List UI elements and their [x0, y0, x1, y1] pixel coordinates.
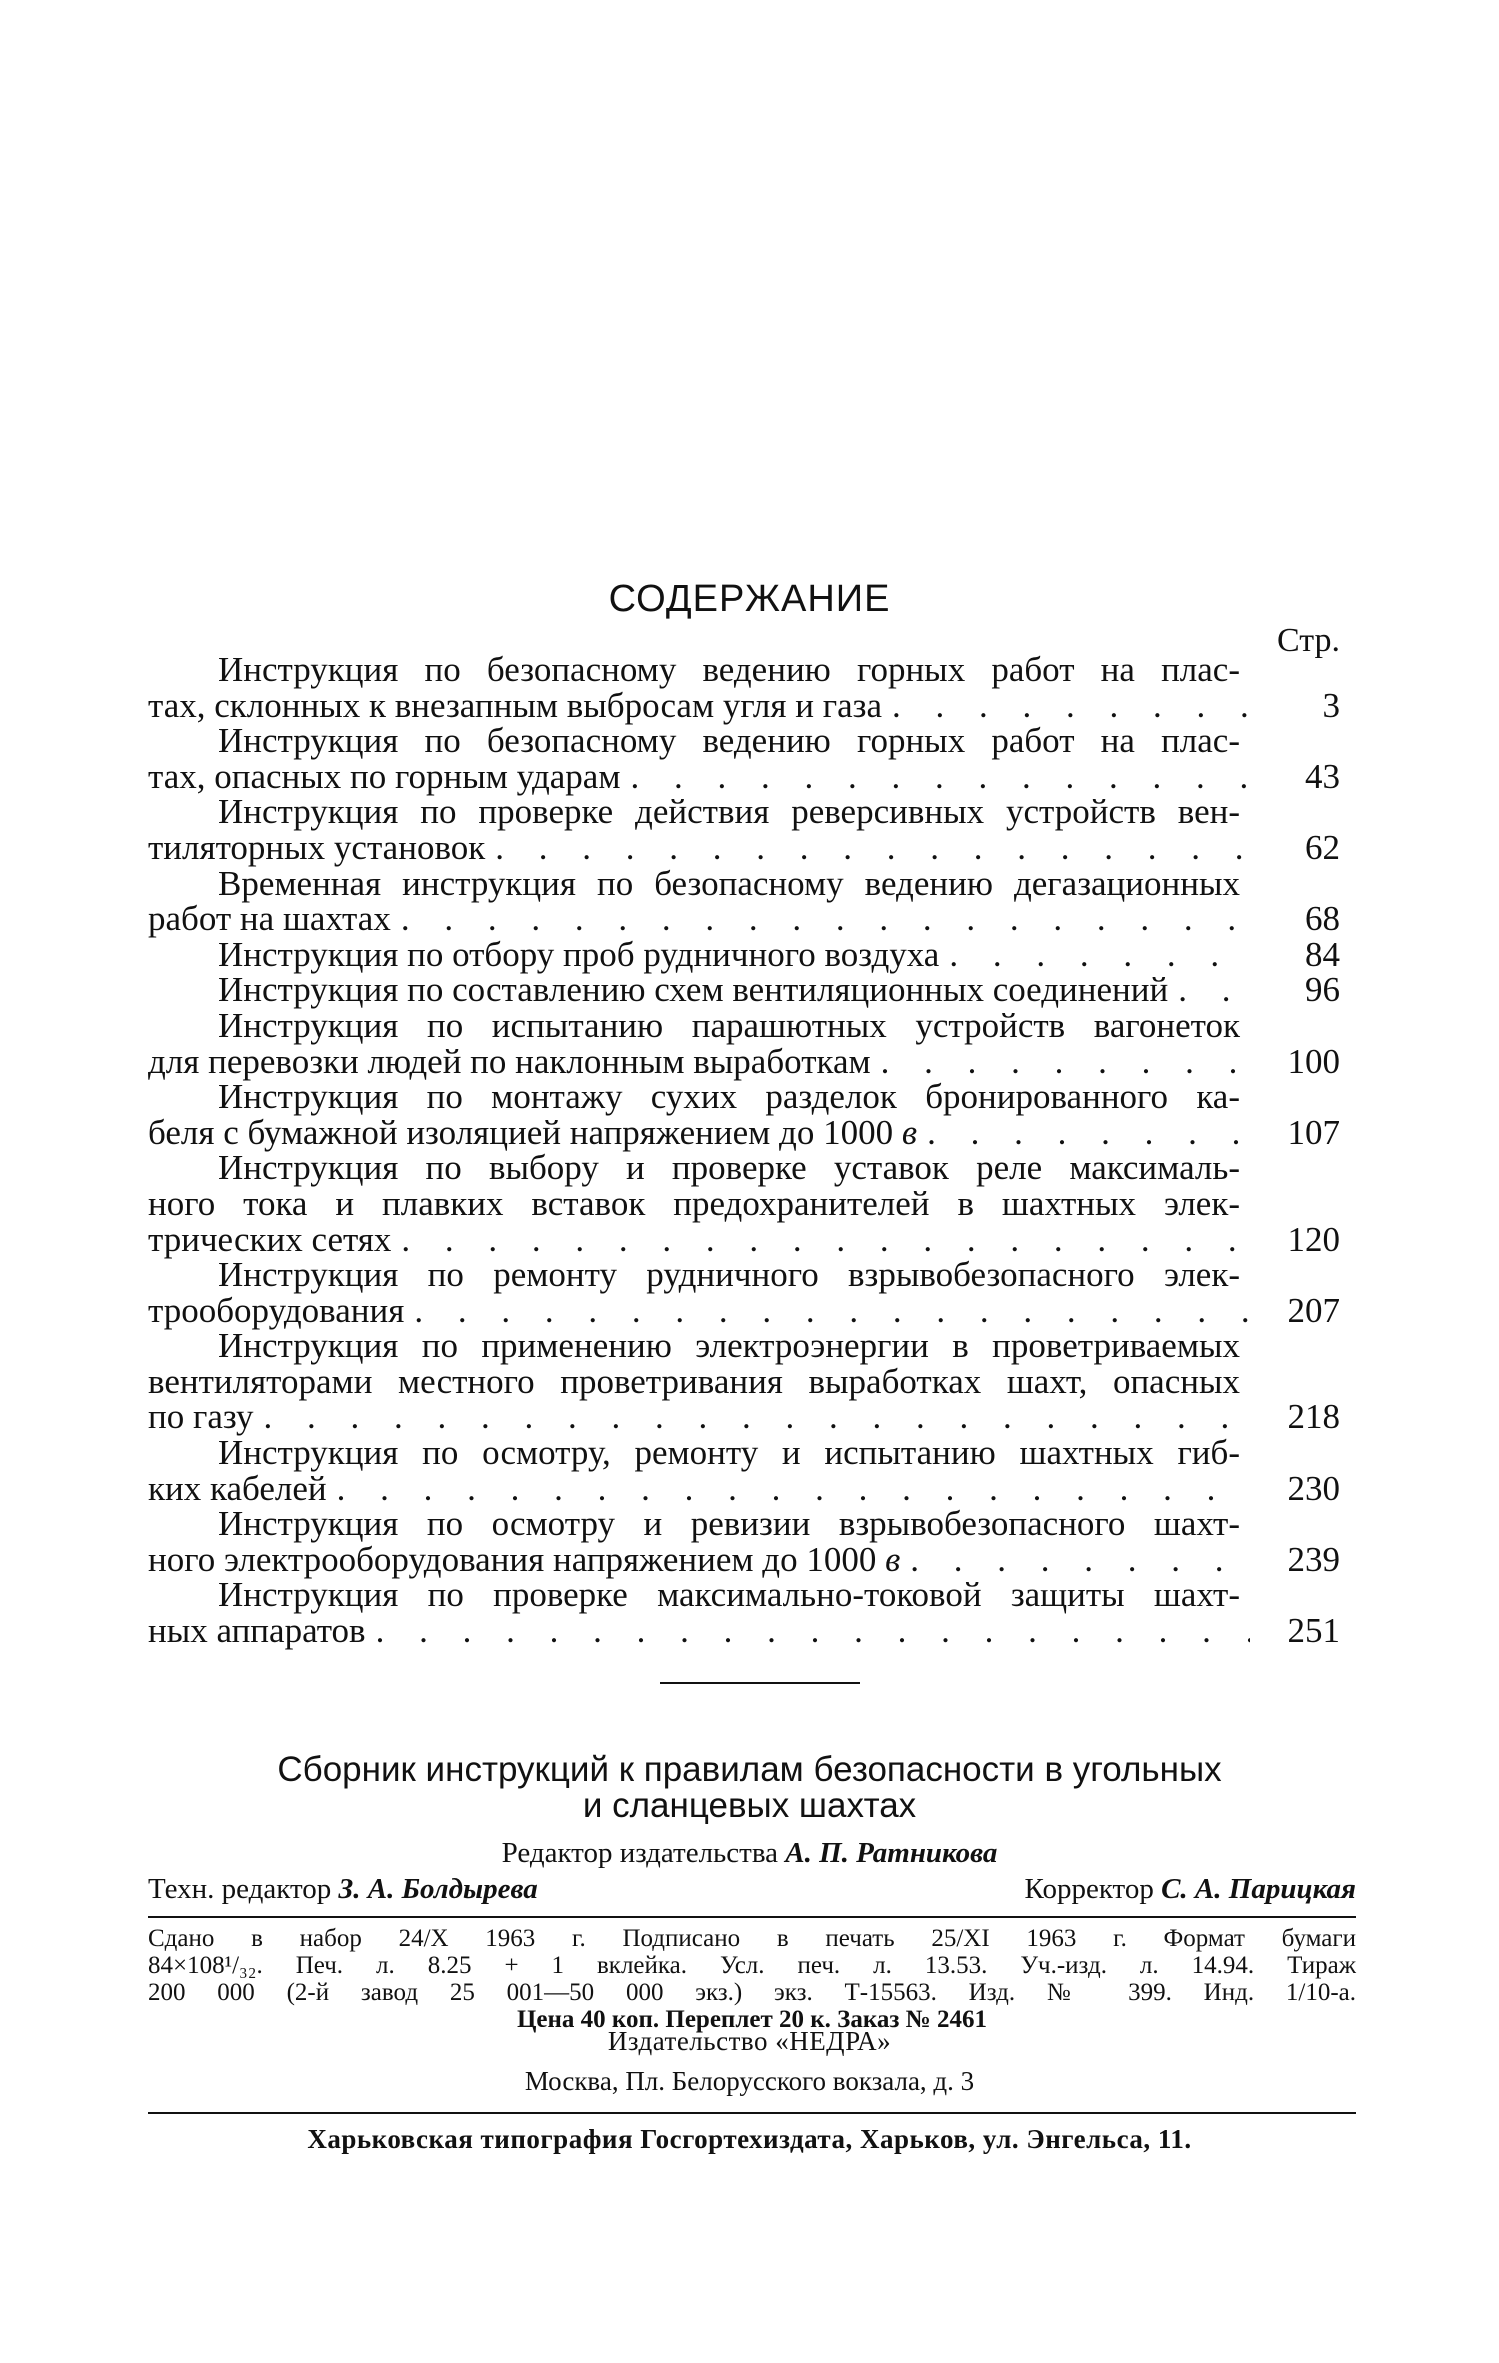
book-title-line-2: и сланцевых шахтах: [582, 1786, 917, 1825]
corrector: [1025, 1873, 1356, 1906]
toc-page-number: 43: [1305, 756, 1340, 796]
toc-entry-text: для перевозки людей по наклонным выработкам: [148, 1041, 871, 1081]
toc-entry-line: [148, 827, 1340, 867]
toc-entry: [148, 1079, 1340, 1150]
toc-entry: [148, 1435, 1340, 1506]
publisher: Издательство «НЕДРА»: [607, 2026, 892, 2056]
toc-entry-text: ного электрооборудования напряжением до 1000 в: [148, 1539, 901, 1579]
toc-entry-line: [148, 1041, 1340, 1081]
toc-entry-text: Инструкция по проверке максимально-токовой защиты шахт-: [218, 1575, 1240, 1615]
tech-editor: [148, 1873, 538, 1906]
dot-leader: [366, 1613, 1250, 1649]
toc-entry-line: [148, 1290, 1340, 1330]
editor-name: А. П. Ратникова: [785, 1837, 998, 1869]
toc-entry-text: Инструкция по испытанию парашютных устройств вагонеток: [218, 1005, 1240, 1045]
toc-entry: [148, 972, 1340, 1008]
book-title: [0, 1752, 1499, 1824]
toc-entry-text: вентиляторами местного проветривания выработках шахт, опасных: [148, 1361, 1240, 1401]
dot-leader: [327, 1471, 1250, 1507]
toc-page-number: 207: [1287, 1290, 1340, 1330]
toc-entry-text: тиляторных установок: [148, 827, 486, 867]
toc-entry-text: Инструкция по применению электроэнергии в проветриваемых: [218, 1326, 1240, 1366]
toc-entry-line: [148, 1468, 1340, 1508]
toc-page-number: 251: [1287, 1611, 1340, 1651]
toc-entry-line: [148, 1506, 1340, 1542]
toc-entry: [148, 934, 1340, 974]
dot-leader: [871, 1044, 1250, 1080]
toc-entry-text: Инструкция по отбору проб рудничного воздуха: [218, 934, 940, 974]
toc-entry-line: [148, 1257, 1340, 1293]
dot-leader: [939, 937, 1250, 973]
toc-entry-text: по газу: [148, 1397, 254, 1437]
dot-leader: [620, 759, 1250, 795]
toc-entry-line: [148, 794, 1340, 830]
unit-volt: в: [901, 1112, 918, 1152]
dot-leader: [391, 901, 1250, 937]
corrector-label: Корректор: [1024, 1873, 1154, 1905]
price-text: Цена 40 коп. Переплет 20 к. Заказ № 2461: [516, 2006, 988, 2033]
toc-entry: [148, 863, 1340, 939]
toc-entry: [148, 1506, 1340, 1577]
toc-page-number: 3: [1322, 685, 1340, 725]
toc-entry-text: Инструкция по осмотру и ревизии взрывобезопасного шахт-: [218, 1504, 1240, 1544]
toc-entry-line: [148, 1435, 1340, 1471]
toc-entry: [148, 1575, 1340, 1651]
publishing-editor: [0, 1837, 1499, 1870]
editor-label: Редактор издательства: [501, 1837, 778, 1869]
dot-leader: [253, 1399, 1250, 1435]
toc-entry-text: тах, опасных по горным ударам: [148, 756, 621, 796]
imprint-line-1: Сдано в набор 24/X 1963 г. Подписано в печать 25/XI 1963 г. Формат бумаги: [148, 1925, 1356, 1952]
toc-entry-line: [148, 1361, 1340, 1401]
toc-entry-line: [148, 1613, 1340, 1649]
toc-entry-text: беля с бумажной изоляцией напряжением до 1000 в: [148, 1112, 918, 1152]
dot-leader: [391, 1222, 1250, 1258]
toc-entry: [148, 1257, 1340, 1328]
toc-entry-line: [148, 652, 1340, 688]
toc-page-number: 84: [1305, 934, 1340, 974]
credits-row: [148, 1873, 1356, 1909]
toc-entry-line: [148, 1005, 1340, 1045]
toc-entry-text: Инструкция по составлению схем вентиляционных соединений: [218, 970, 1169, 1010]
dot-leader: [404, 1293, 1250, 1329]
toc-entry: [148, 652, 1340, 723]
toc-page-number: 96: [1305, 970, 1340, 1010]
toc-page-number: 68: [1305, 899, 1340, 939]
toc-entry-text: ких кабелей: [148, 1468, 327, 1508]
imprint-line-2: 84×108¹/₃₂. Печ. л. 8.25 + 1 вклейка. Усл. печ. л. 13.53. Уч.-изд. л. 14.94. Тираж: [148, 1952, 1356, 1979]
toc-entry-text: ного тока и плавких вставок предохранителей в шахтных элек-: [148, 1183, 1240, 1223]
toc-entry-text: работ на шахтах: [148, 899, 391, 939]
toc-entry-line: [148, 685, 1340, 725]
toc-entry: [148, 1328, 1340, 1435]
toc-entry-text: Инструкция по ремонту рудничного взрывобезопасного элек-: [218, 1255, 1240, 1295]
toc-entry: [148, 723, 1340, 794]
toc-entry-line: [148, 723, 1340, 759]
toc-page-number: 218: [1287, 1397, 1340, 1437]
dot-leader: [917, 1115, 1250, 1151]
toc-entry-text: тах, склонных к внезапным выбросам угля и газа: [148, 685, 882, 725]
toc-entry-line: [148, 1577, 1340, 1613]
corrector-name: С. А. Парицкая: [1161, 1873, 1356, 1905]
toc-page-number: 62: [1305, 827, 1340, 867]
imprint-line-3: 200 000 (2-й завод 25 001—50 000 экз.) экз. Т-15563. Изд. № 399. Инд. 1/10-а.: [148, 1979, 1356, 2006]
toc-entry-line: [148, 901, 1340, 937]
dot-leader: [900, 1542, 1250, 1578]
toc-page-number: 120: [1287, 1219, 1340, 1259]
printer-line: Харьковская типография Госгортехиздата, Харьков, ул. Энгельса, 11.: [307, 2124, 1192, 2154]
toc-entry-line: [148, 972, 1340, 1008]
printer-rule: [148, 2112, 1356, 2114]
toc-entry-line: [148, 1150, 1340, 1186]
toc-page-number: 107: [1287, 1112, 1340, 1152]
page-column-label: Стр.: [1276, 622, 1340, 659]
toc-entry-text: Инструкция по безопасному ведению горных работ на плас-: [218, 650, 1240, 689]
imprint-block: [148, 1925, 1356, 2033]
toc-page-number: 239: [1287, 1539, 1340, 1579]
toc-entry-line: [148, 1539, 1340, 1579]
toc-entry: [148, 1150, 1340, 1257]
toc-entry-line: [148, 863, 1340, 903]
toc-entry-text: Инструкция по безопасному ведению горных работ на плас-: [218, 721, 1240, 761]
toc-entry-text: трооборудования: [148, 1290, 405, 1330]
toc-entry-text: Инструкция по осмотру, ремонту и испытанию шахтных гиб-: [218, 1433, 1240, 1473]
dot-leader: [1168, 972, 1250, 1008]
toc-entry-text: трических сетях: [148, 1219, 392, 1259]
toc-entry-line: [148, 934, 1340, 974]
toc-entry-text: Инструкция по проверке действия реверсивных устройств вен-: [218, 792, 1240, 832]
toc-entry: [148, 794, 1340, 865]
tech-editor-name: З. А. Болдырева: [338, 1873, 538, 1905]
toc-entry-line: [148, 756, 1340, 796]
toc-entry-line: [148, 1399, 1340, 1435]
toc-entry-line: [148, 1328, 1340, 1364]
toc-entry-text: ных аппаратов: [148, 1611, 366, 1651]
unit-volt: в: [885, 1539, 901, 1579]
tech-editor-label: Техн. редактор: [148, 1873, 332, 1905]
dot-leader: [882, 688, 1250, 724]
contents-heading: СОДЕРЖАНИЕ: [608, 578, 891, 620]
toc-entry-line: [148, 1219, 1340, 1259]
toc-page-number: 100: [1287, 1041, 1340, 1081]
toc-entry-text: Временная инструкция по безопасному ведению дегазационных: [218, 863, 1240, 903]
section-divider: [660, 1682, 860, 1684]
book-title-line-1: Сборник инструкций к правилам безопасности в угольных: [277, 1750, 1222, 1789]
toc-entry-line: [148, 1183, 1340, 1223]
toc-entry-text: Инструкция по монтажу сухих разделок бронированного ка-: [218, 1077, 1240, 1117]
toc-entry: [148, 1005, 1340, 1081]
table-of-contents: [148, 652, 1340, 1649]
toc-page-number: 230: [1287, 1468, 1340, 1508]
toc-entry-line: [148, 1079, 1340, 1115]
dot-leader: [485, 830, 1250, 866]
imprint-top-rule: [148, 1916, 1356, 1918]
toc-entry-line: [148, 1112, 1340, 1152]
publisher-address: Москва, Пл. Белорусского вокзала, д. 3: [524, 2066, 975, 2096]
toc-entry-text: Инструкция по выбору и проверке уставок реле максималь-: [218, 1148, 1240, 1188]
